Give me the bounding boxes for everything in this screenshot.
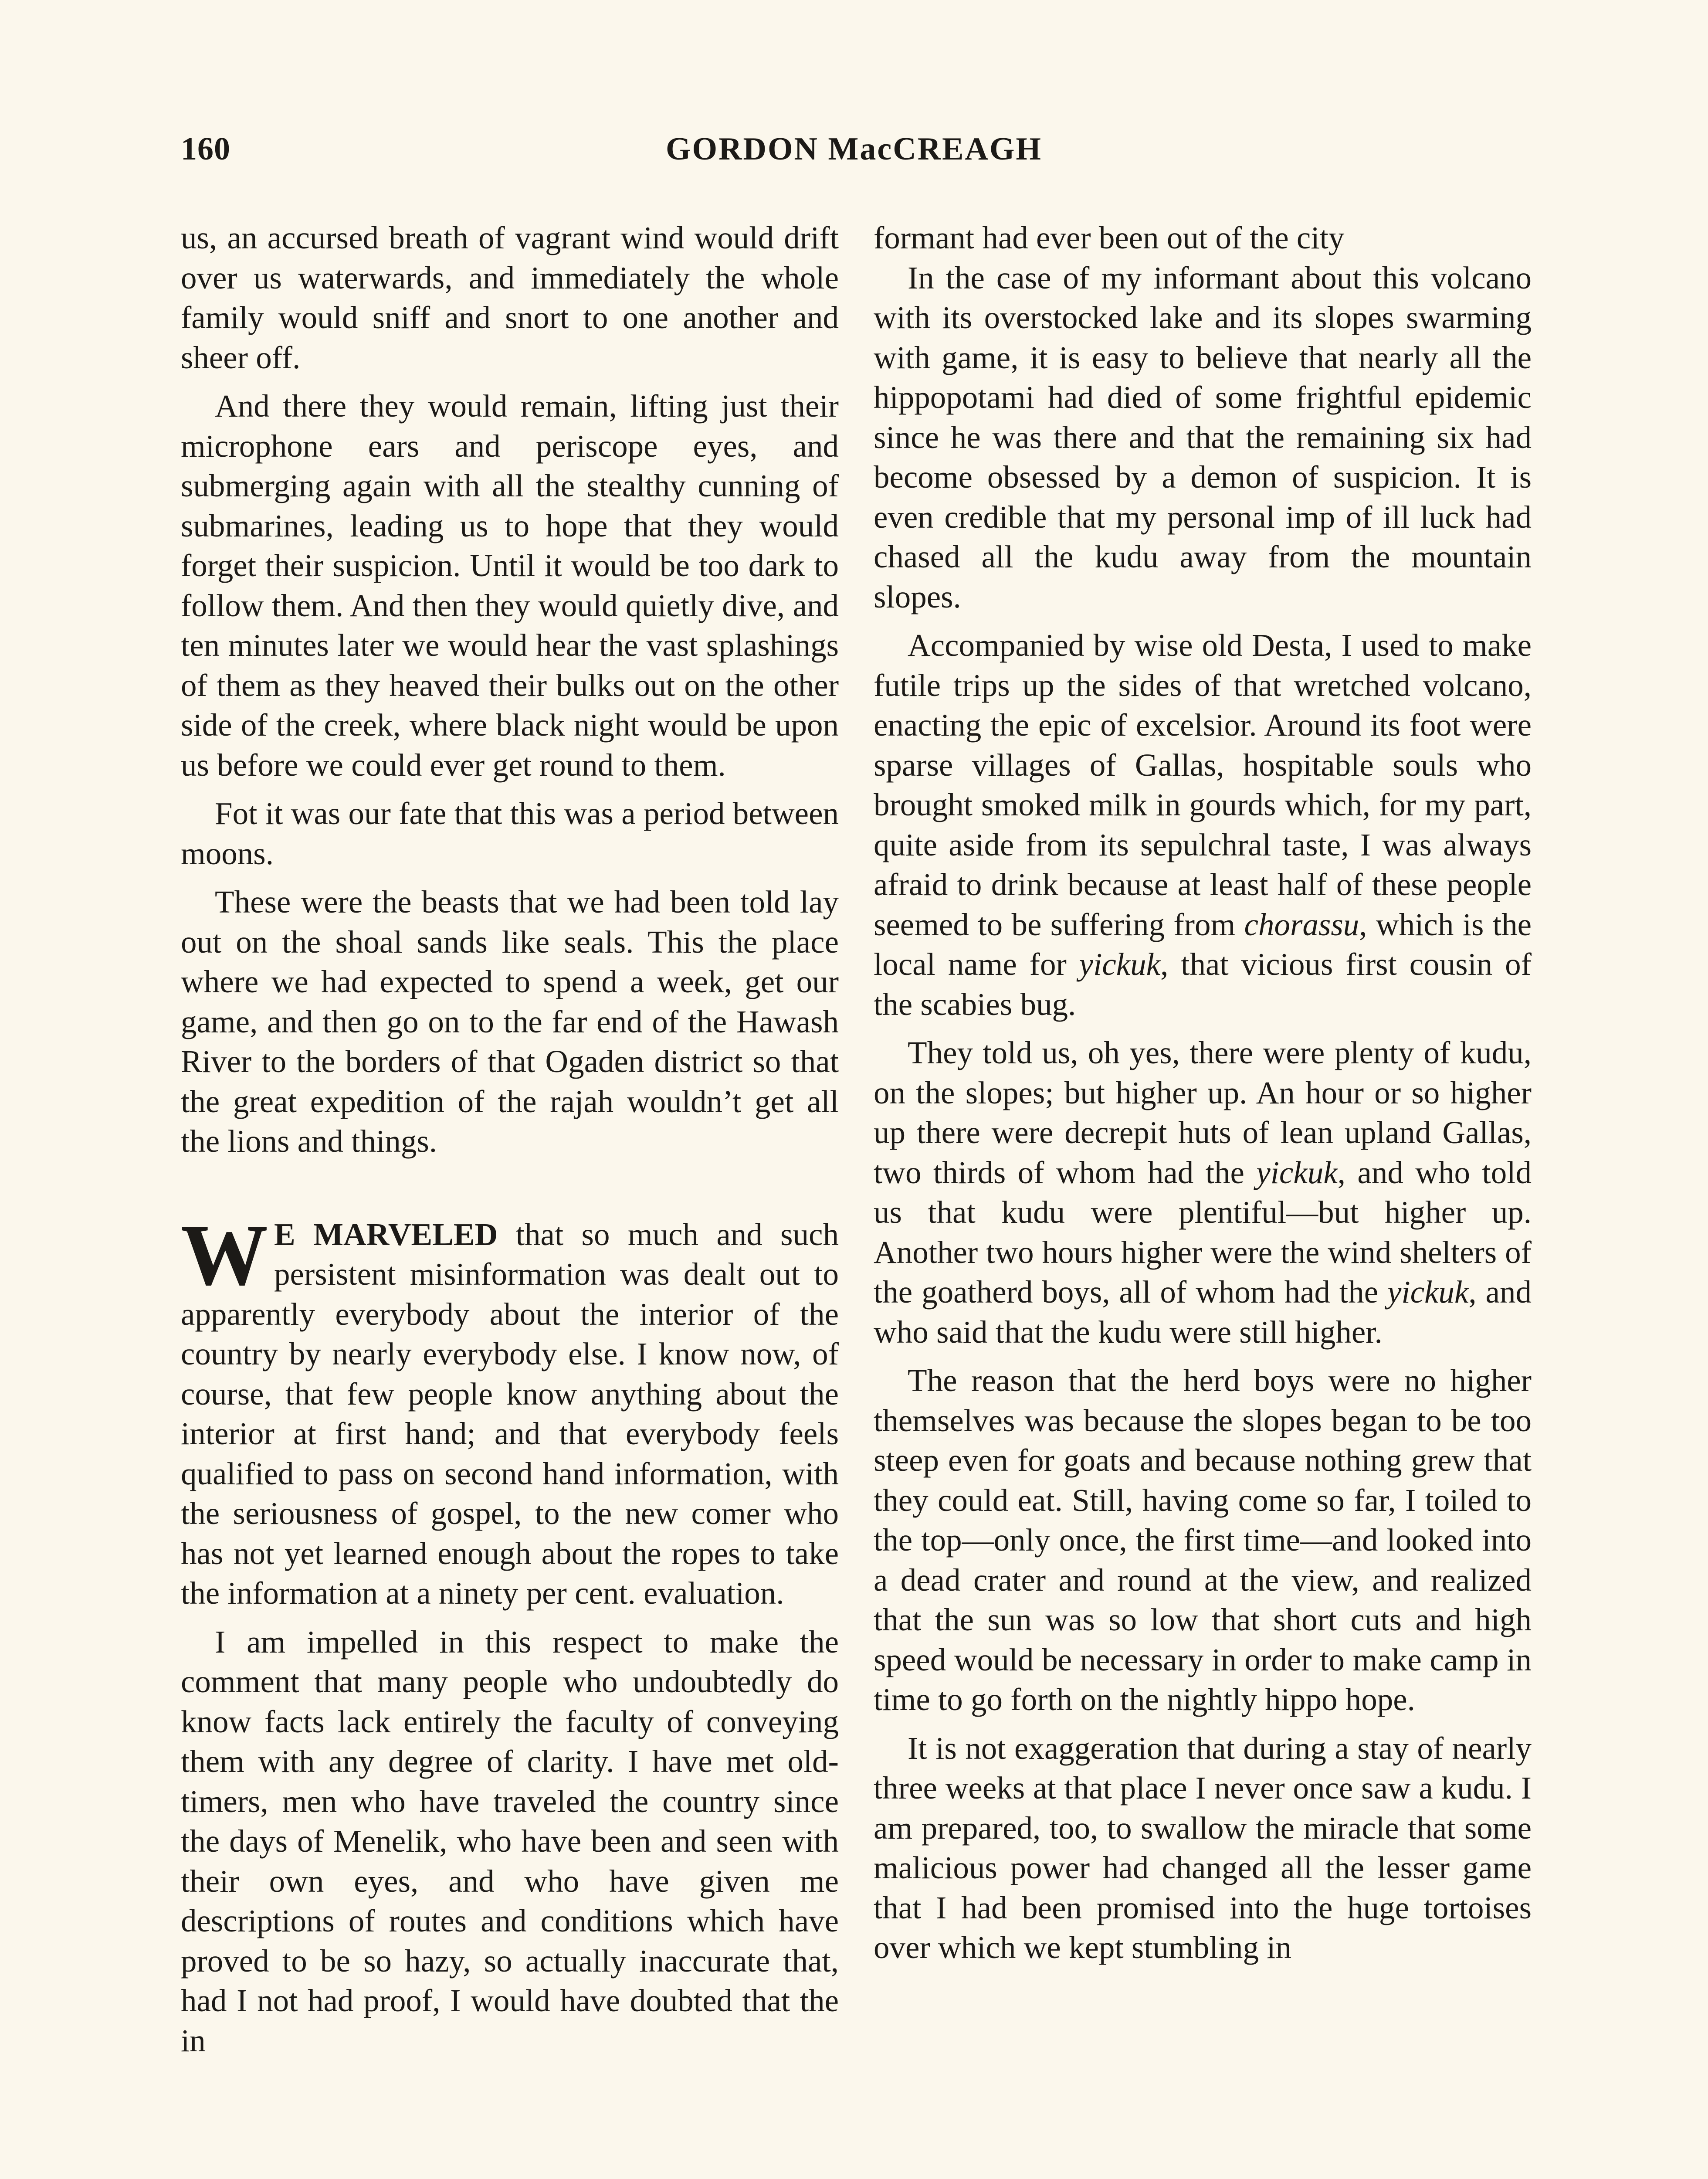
running-head: GORDON MacCREAGH (666, 131, 1042, 167)
paragraph-text: , and who told us that kudu were plentiful—but higher up. Another two hours higher were the wind shelters of the goatherd boys, all of whom had the (874, 1154, 1532, 1310)
italic-term: yickuk (1079, 947, 1161, 982)
paragraph: Fot it was our fate that this was a period between moons. (181, 796, 839, 871)
paragraph-text: that so much and such persistent misinformation was dealt out to apparently everybody about the interior of the country by nearly everybody else. I know now, of course, that few people know anything about the interior at first hand; and that everybody feels qualified to pass on second hand information, with the seriousness of gospel, to the new comer who has not yet learned enough about the ropes to take the information at a ninety per cent. evaluation. (181, 1216, 839, 1611)
paragraph (874, 1033, 1532, 1352)
italic-term: yickuk (1256, 1154, 1338, 1190)
drop-cap: W (181, 1207, 268, 1303)
right-column (874, 218, 1532, 1968)
paragraph: It is not exaggeration that during a stay of nearly three weeks at that place I never once saw a kudu. I am prepared, too, to swallow the miracle that some malicious power had changed all the lesser game that I had been promised into the huge tortoises over which we kept stumbling in (874, 1730, 1532, 1965)
italic-term: chorassu (1244, 906, 1359, 942)
paragraph-text: , that vicious first cousin of the scabies bug. (874, 947, 1532, 1022)
paragraph: And there they would remain, lifting just their microphone ears and periscope eyes, and submerging again with all the stealthy cunning of submarines, leading us to hope that they would forget their suspicion. Until it would be too dark to follow them. And then they would quietly dive, and ten minutes later we would hear the vast splashings of them as they heaved their bulks out on the other side of the creek, where black night would be upon us before we could ever get round to them. (181, 388, 839, 783)
page-number: 160 (181, 131, 230, 167)
paragraph-text: Accompanied by wise old Desta, I used to make futile trips up the sides of that wretched volcano, enacting the epic of excelsior. Around its foot were sparse villages of Gallas, hospitable souls who brought smoked milk in gourds which, for my part, quite aside from its sepulchral taste, I was always afraid to drink because at least half of these people seemed to be suffering from (874, 628, 1532, 942)
paragraph-text: , which is the local name for (874, 906, 1532, 982)
paragraph: I am impelled in this respect to make the comment that many people who undoubtedly do know facts lack entirely the faculty of conveying them with any degree of clarity. I have met old-timers, men who have traveled the country since the days of Menelik, who have been and seen with their own eyes, and who have given me descriptions of routes and conditions which have proved to be so hazy, so actually inaccurate that, had I not had proof, I would have doubted that the in (181, 1624, 839, 2058)
section-opening-paragraph (181, 1207, 839, 1613)
paragraph-text: They told us, oh yes, there were plenty of kudu, on the slopes; but higher up. An hour or so higher up there were decrepit huts of lean upland Gallas, two thirds of whom had the (874, 1035, 1532, 1190)
paragraph (874, 625, 1532, 1024)
paragraph-text: , and who said that the kudu were still higher. (874, 1274, 1532, 1350)
italic-term: yickuk (1387, 1274, 1469, 1310)
left-column (181, 218, 839, 2060)
lead-in: E MARVELED (274, 1216, 498, 1252)
paragraph: The reason that the herd boys were no higher themselves was because the slopes began to be too steep even for goats and because nothing grew that they could eat. Still, having come so far, I toiled to the top—only once, the first time—and looked into a dead crater and round at the view, and realized that the sun was so low that short cuts and high speed would be necessary in order to make camp in time to go forth on the nightly hippo hope. (874, 1363, 1532, 1717)
paragraph: formant had ever been out of the city (874, 220, 1345, 255)
paragraph: These were the beasts that we had been told lay out on the shoal sands like seals. This the place where we had expected to spend a week, get our game, and then go on to the far end of the Hawash River to the borders of that Ogaden district so that the great expedition of the rajah wouldn’t get all the lions and things. (181, 884, 839, 1159)
paragraph: us, an accursed breath of vagrant wind would drift over us waterwards, and immediately the whole family would sniff and snort to one another and sheer off. (181, 220, 839, 375)
paragraph: In the case of my informant about this volcano with its overstocked lake and its slopes swarming with game, it is easy to believe that nearly all the hippopotami had died of some frightful epidemic since he was there and that the remaining six had become obsessed by a demon of suspicion. It is even credible that my personal imp of ill luck had chased all the kudu away from the mountain slopes. (874, 260, 1532, 614)
